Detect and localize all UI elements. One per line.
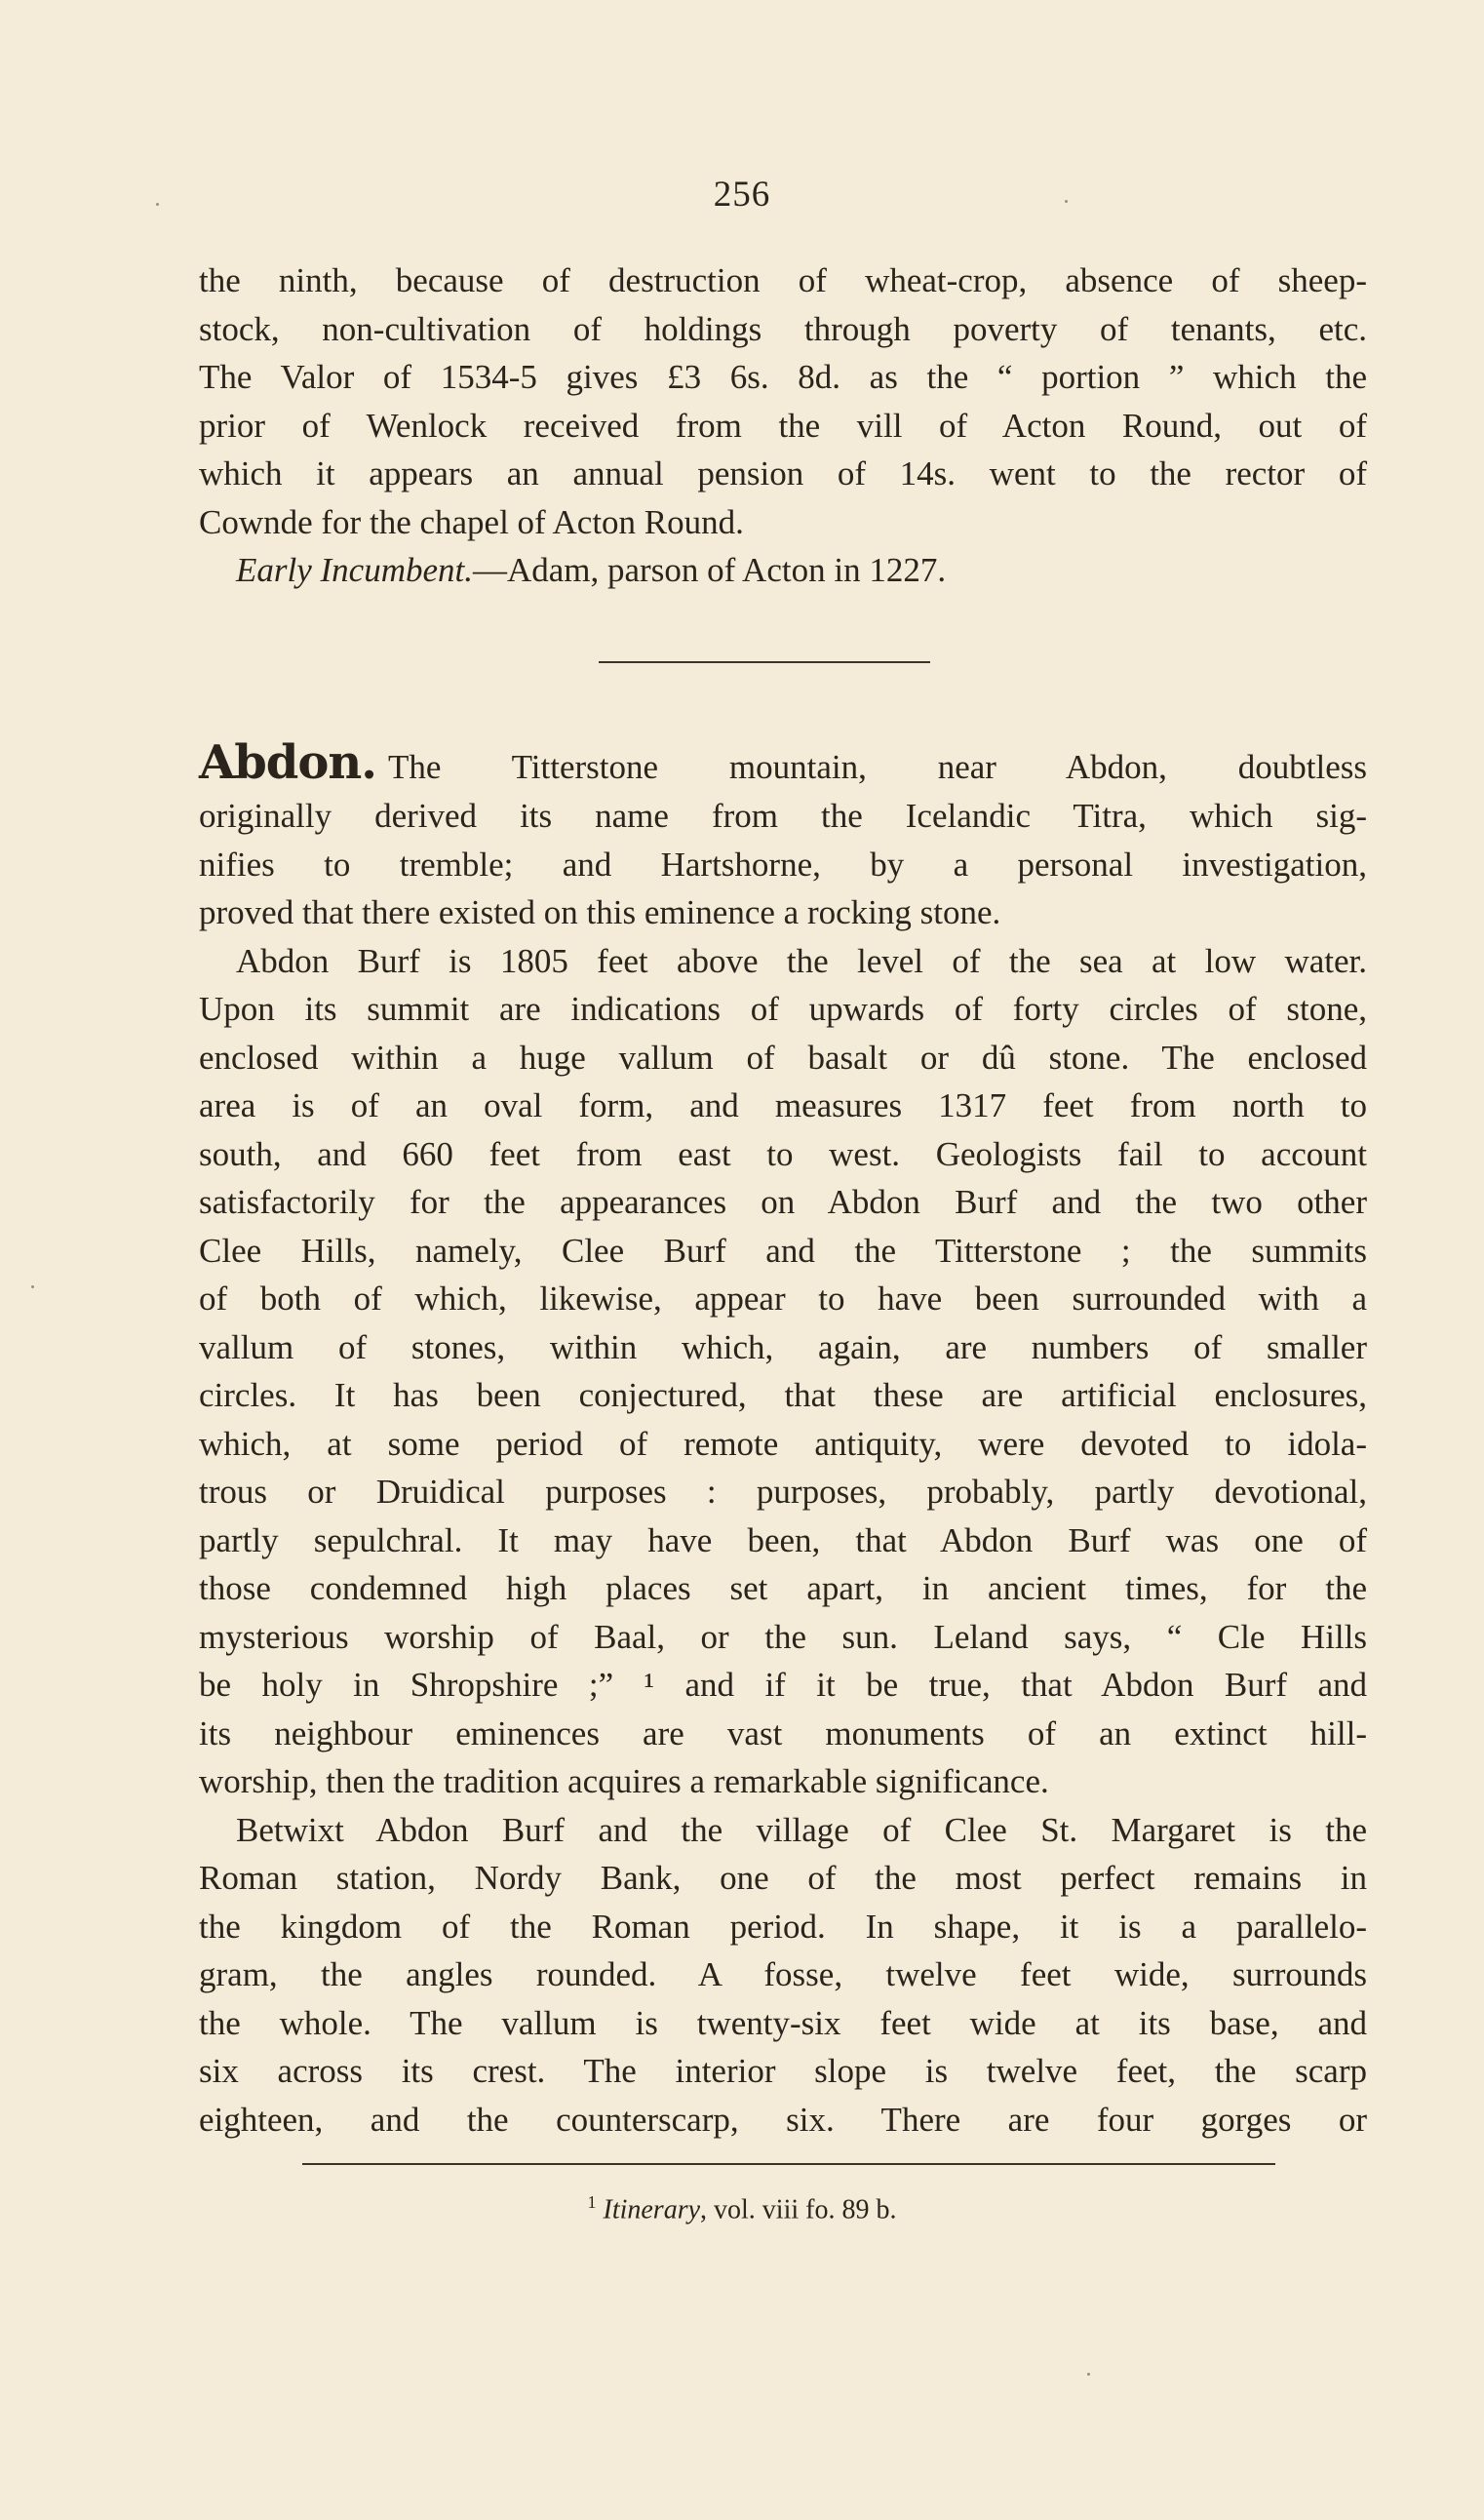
- text-line: nifies to tremble; and Hartshorne, by a personal investigation,: [199, 845, 1367, 884]
- section-heading: Abdon.: [199, 735, 376, 790]
- paper-speck: [1087, 2373, 1090, 2376]
- footnote-marker: 1: [587, 2192, 597, 2212]
- section-first-text: The Titterstone mountain, near Abdon, doubtless: [388, 748, 1367, 786]
- text-line: originally derived its name from the Icelandic Titra, which sig-: [199, 797, 1367, 835]
- text-line: worship, then the tradition acquires a remarkable significance.: [199, 1762, 1049, 1800]
- text-line: stock, non-cultivation of holdings through poverty of tenants, etc.: [199, 309, 1367, 348]
- text-line: proved that there existed on this eminence a rocking stone.: [199, 893, 1001, 931]
- text-line: which it appears an annual pension of 14s. went to the rector of: [199, 454, 1367, 492]
- abdon-section: [199, 733, 1367, 2144]
- paper-speck: [1065, 200, 1068, 203]
- section-divider: [599, 661, 930, 663]
- paper-speck: [31, 1285, 34, 1288]
- page-number: 256: [713, 175, 771, 215]
- early-incumbent-line: [199, 546, 1367, 595]
- text-line: those condemned high places set apart, in ancient times, for the: [199, 1569, 1367, 1607]
- footnote-rule: [302, 2163, 1275, 2165]
- early-incumbent-label: Early Incumbent.: [236, 551, 473, 589]
- text-line: The Valor of 1534-5 gives £3 6s. 8d. as the “ portion ” which the: [199, 358, 1367, 396]
- text-line: the ninth, because of destruction of wheat-crop, absence of sheep-: [199, 261, 1367, 299]
- text-line: its neighbour eminences are vast monuments of an extinct hill-: [199, 1713, 1367, 1752]
- text-line: prior of Wenlock received from the vill of Acton Round, out of: [199, 406, 1367, 445]
- text-line: six across its crest. The interior slope is twelve feet, the scarp: [199, 2052, 1367, 2090]
- text-line: of both of which, likewise, appear to have been surrounded with a: [199, 1280, 1367, 1318]
- text-line: trous or Druidical purposes : purposes, probably, partly devotional,: [199, 1473, 1367, 1511]
- section-first-line: [199, 733, 1367, 792]
- text-line: vallum of stones, within which, again, are numbers of smaller: [199, 1327, 1367, 1366]
- text-line: enclosed within a huge vallum of basalt or dû stone. The enclosed: [199, 1038, 1367, 1077]
- text-line: Cownde for the chapel of Acton Round.: [199, 502, 744, 541]
- paper-speck: [156, 203, 159, 206]
- text-line: Betwixt Abdon Burf and the village of Clee St. Margaret is the: [236, 1810, 1367, 1849]
- text-line: the kingdom of the Roman period. In shape, it is a parallelo-: [199, 1907, 1367, 1946]
- top-paragraph: [199, 256, 1367, 595]
- text-line: which, at some period of remote antiquity, were devoted to idola-: [199, 1424, 1367, 1463]
- text-line: circles. It has been conjectured, that these are artificial enclosures,: [199, 1376, 1367, 1414]
- text-line: area is of an oval form, and measures 1317 feet from north to: [199, 1086, 1367, 1124]
- text-line: partly sepulchral. It may have been, that Abdon Burf was one of: [199, 1520, 1367, 1559]
- text-line: Upon its summit are indications of upwards of forty circles of stone,: [199, 990, 1367, 1028]
- text-line: south, and 660 feet from east to west. Geologists fail to account: [199, 1134, 1367, 1173]
- text-line: eighteen, and the counterscarp, six. There are four gorges or: [199, 2100, 1367, 2139]
- footnote: [0, 2192, 1484, 2225]
- text-line: the whole. The vallum is twenty-six feet wide at its base, and: [199, 2003, 1367, 2042]
- text-line: Clee Hills, namely, Clee Burf and the Titterstone ; the summits: [199, 1231, 1367, 1270]
- footnote-text: , vol. viii fo. 89 b.: [700, 2194, 897, 2225]
- footnote-title: Itinerary: [603, 2194, 701, 2225]
- text-line: gram, the angles rounded. A fosse, twelve feet wide, surrounds: [199, 1955, 1367, 1993]
- early-incumbent-text: —Adam, parson of Acton in 1227.: [472, 551, 947, 589]
- text-line: Roman station, Nordy Bank, one of the most perfect remains in: [199, 1859, 1367, 1897]
- text-line: be holy in Shropshire ;” ¹ and if it be true, that Abdon Burf and: [199, 1666, 1367, 1704]
- text-line: mysterious worship of Baal, or the sun. Leland says, “ Cle Hills: [199, 1617, 1367, 1656]
- text-line: Abdon Burf is 1805 feet above the level of the sea at low water.: [236, 941, 1367, 980]
- text-line: satisfactorily for the appearances on Abdon Burf and the two other: [199, 1183, 1367, 1221]
